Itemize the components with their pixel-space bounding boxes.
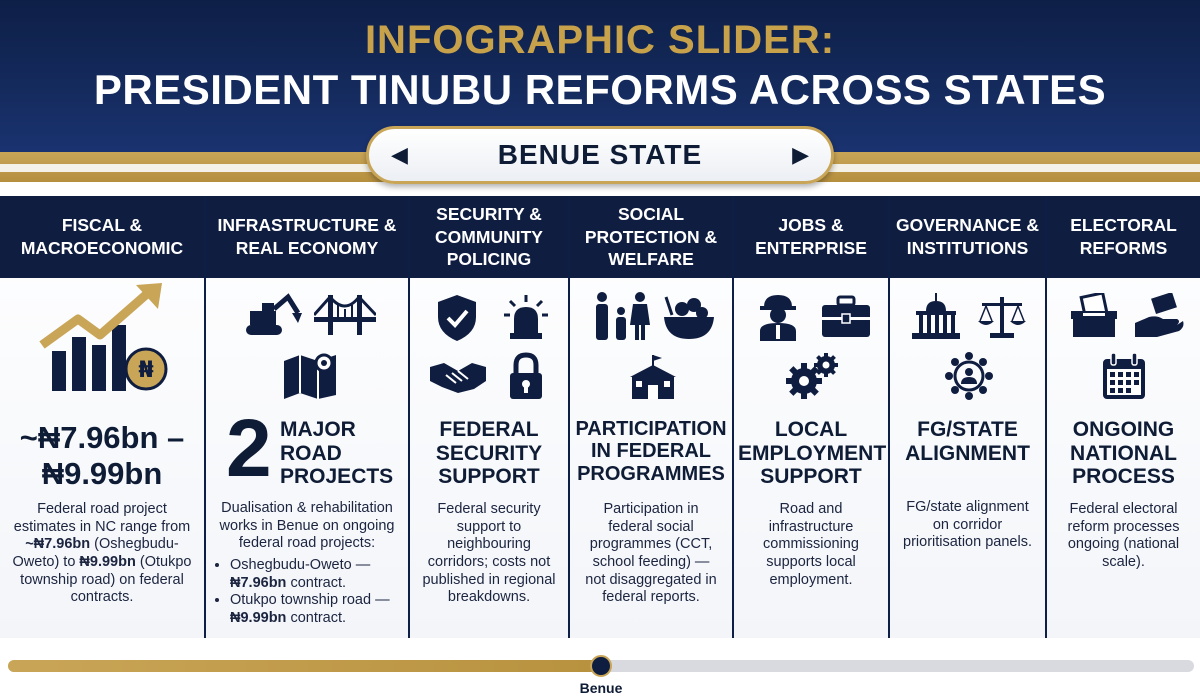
headline: PARTICIPATION IN FEDERAL PROGRAMMES — [575, 418, 727, 485]
slider-label: Benue — [579, 680, 623, 696]
excavator-icon — [242, 291, 302, 339]
handshake-icon — [428, 357, 488, 397]
bridge-icon — [314, 293, 376, 337]
chevron-right-icon[interactable]: ▶ — [792, 142, 809, 167]
hand-ballot-icon — [1133, 293, 1185, 339]
column-social-protection — [570, 196, 734, 638]
briefcase-icon — [820, 295, 872, 339]
school-building-icon — [626, 353, 680, 401]
headline: FG/STATE ALIGNMENT — [905, 418, 1030, 465]
column-heading: ELECTORAL REFORMS — [1047, 196, 1200, 278]
headline: FEDERAL SECURITY SUPPORT — [435, 418, 543, 489]
government-building-icon — [910, 293, 962, 341]
calendar-icon — [1101, 353, 1147, 401]
gears-icon — [782, 351, 842, 401]
big-number: 2 — [226, 403, 272, 494]
column-heading: FISCAL & MACROECONOMIC — [0, 196, 204, 278]
bullet-item: • Otukpo township road — ₦9.99bn contract. — [230, 592, 400, 627]
bullet-item: • Oshegbudu-Oweto — ₦7.96bn contract. — [230, 557, 400, 592]
worker-hardhat-icon — [754, 291, 802, 341]
svg-text:₦: ₦ — [138, 358, 154, 383]
column-heading: GOVERNANCE & INSTITUTIONS — [890, 196, 1045, 278]
chevron-left-icon[interactable]: ◀ — [391, 142, 408, 167]
slider-fill — [8, 660, 601, 672]
state-name: BENUE STATE — [497, 139, 703, 170]
network-people-icon — [944, 351, 994, 401]
ballot-box-icon — [1069, 293, 1119, 339]
column-description: Federal road project estimates in NC range from ~₦7.96bn (Oshegbudu-Oweto) to ₦9.99bn (Otukpo township road) on federal contracts. — [12, 501, 192, 606]
column-jobs — [734, 196, 890, 638]
scales-of-justice-icon — [976, 293, 1028, 341]
column-description: FG/state alignment on corridor prioritisation panels. — [903, 499, 1032, 551]
column-description — [214, 500, 400, 628]
column-description: Participation in federal social programmes (CCT, school feeding) — not disaggregated in federal reports. — [585, 501, 717, 606]
desc-intro: Dualisation & rehabilitation works in Benue on ongoing federal road projects: — [219, 500, 395, 552]
column-heading: SOCIAL PROTECTION & WELFARE — [570, 196, 732, 278]
column-heading: INFRASTRUCTURE & REAL ECONOMY — [206, 196, 408, 278]
title-line-1: INFOGRAPHIC SLIDER: — [364, 18, 836, 62]
slider-handle[interactable] — [590, 655, 612, 677]
headline: ONGOING NATIONAL PROCESS — [1070, 418, 1177, 489]
headline-amount-line-2: ₦9.99bn — [41, 455, 163, 491]
column-infrastructure — [206, 196, 410, 638]
padlock-icon — [506, 351, 546, 401]
alarm-light-icon — [502, 293, 550, 341]
family-icon — [590, 291, 652, 341]
column-description: Federal security support to neighbouring corridors; costs not published in regional breakdowns. — [422, 501, 556, 606]
shield-check-icon — [434, 293, 480, 343]
column-governance — [890, 196, 1047, 638]
map-pin-icon — [282, 351, 338, 399]
state-selector — [366, 126, 834, 184]
title-line-2: PRESIDENT TINUBU REFORMS ACROSS STATES — [93, 66, 1107, 113]
headline: MAJOR ROAD PROJECTS — [280, 418, 394, 489]
column-fiscal — [0, 196, 206, 638]
food-bowl-icon — [662, 293, 716, 341]
column-heading: JOBS & ENTERPRISE — [734, 196, 888, 278]
column-electoral — [1047, 196, 1200, 638]
column-description: Road and infrastructure commissioning supports local employment. — [763, 501, 859, 588]
headline: LOCAL EMPLOYMENT SUPPORT — [738, 418, 887, 489]
column-security — [410, 196, 570, 638]
headline-amount-line-1: ~₦7.96bn – — [19, 420, 185, 455]
reform-columns — [0, 196, 1200, 638]
bar-chart-growth-naira-icon — [36, 279, 176, 399]
column-heading: SECURITY & COMMUNITY POLICING — [410, 196, 568, 278]
column-description: Federal electoral reform processes ongoing (national scale). — [1067, 501, 1180, 571]
